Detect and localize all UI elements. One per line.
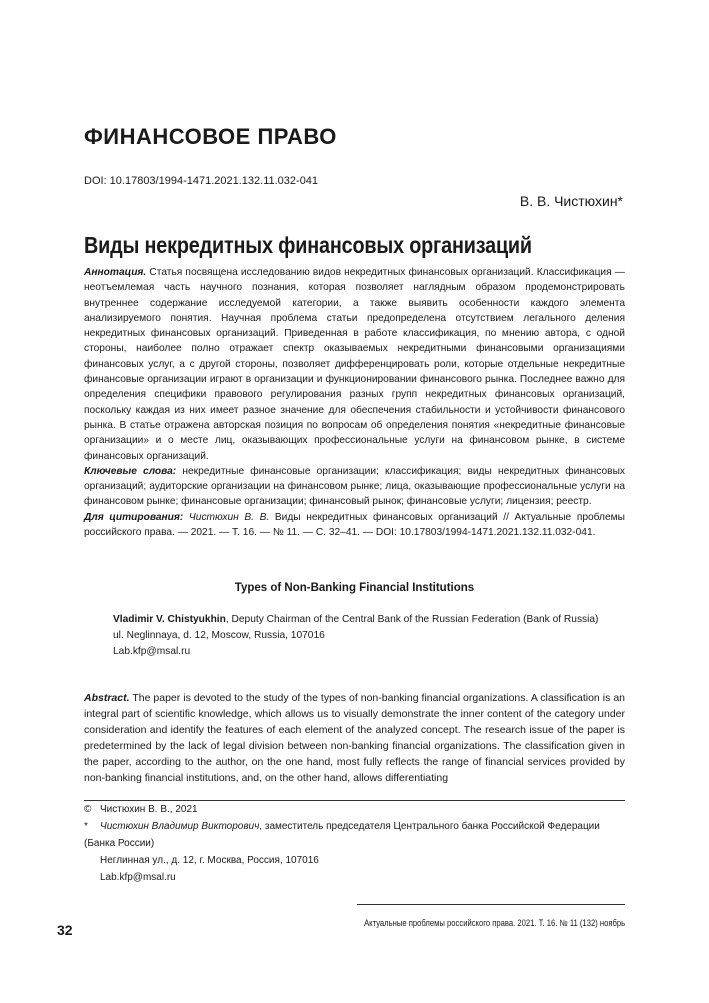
author-footnote bbox=[84, 818, 625, 852]
copyright-mark: © bbox=[84, 804, 92, 815]
english-abstract-label: Abstract. bbox=[84, 692, 130, 704]
footnotes bbox=[84, 801, 625, 886]
abstract-en bbox=[84, 690, 625, 787]
english-title: Types of Non-Banking Financial Institutions bbox=[234, 582, 475, 594]
english-author-info bbox=[113, 612, 603, 660]
citation-text: Виды некредитных финансовых организаций // Актуальные проблемы российского права. — 2021. — Т. 16. — № 11. — С. 32–41. — DOI: 10.17803/1994-1471.2021.132.11.032-041. bbox=[84, 511, 625, 539]
doi-line[interactable]: DOI: 10.17803/1994-1471.2021.132.11.032-041 bbox=[84, 175, 319, 187]
english-author-line bbox=[113, 612, 603, 628]
english-abstract-text: The paper is devoted to the study of the types of non-banking financial organizations. A classification is an integral part of scientific knowledge, which allows us to visually demonstrate the inner content of the category under consideration and identify the features of each element of the analyzed concept. The research issue of the paper is predetermined by the lack of legal division between non-banking financial organizations. The classification given in the paper, according to the author, on the one hand, most fully reflects the range of financial services provided by non-banking financial institutions, and, on the other hand, allows differentiating bbox=[84, 692, 625, 785]
citation-author: Чистюхин В. В. bbox=[188, 511, 270, 523]
keywords-text: некредитные финансовые организации; классификация; виды некредитных финансовых организаций; аудиторские организации на финансовом рынке; лица, оказывающие профессиональные услуги на финансовом рынке; финансовые организации; финансовый рынок; финансовые услуги; лицензия; реестр. bbox=[84, 465, 625, 508]
english-address: ul. Neglinnaya, d. 12, Moscow, Russia, 107016 bbox=[113, 630, 325, 641]
author-name: В. В. Чистюхин* bbox=[519, 193, 623, 209]
footer-divider bbox=[357, 904, 625, 905]
page-number: 32 bbox=[57, 922, 73, 938]
citation-label: Для цитирования: bbox=[84, 511, 184, 523]
footnote-address: Неглинная ул., д. 12, г. Москва, Россия, 107016 bbox=[100, 855, 319, 866]
footnote-star: * bbox=[84, 821, 88, 832]
abstract-ru bbox=[84, 265, 625, 540]
article-title: Виды некредитных финансовых организаций bbox=[84, 232, 532, 258]
keywords-paragraph bbox=[84, 464, 625, 510]
footnote-role: , заместитель председателя Центрального банка Российской Федерации (Банка России) bbox=[84, 821, 600, 849]
footnote-email[interactable]: Lab.kfp@msal.ru bbox=[100, 872, 176, 883]
annotation-text: Статья посвящена исследованию видов некредитных финансовых организаций. Классификация — неотъемлемая часть научного познания, которая позволяет наглядным образом продемонстрировать внутреннее содержание исследуемой категории, а также выявить особенности каждого элемента анализируемого понятия. Научная проблема статьи предопределена отсутствием легального деления некредитных финансовых организаций. Приведенная в работе классификация, по мнению автора, с одной стороны, наиболее полно отражает спектр оказываемых некредитными финансовыми организациями финансовых услуг, а с другой стороны, позволяет дифференцировать роли, которые отдельные некредитные финансовые организации играют в организации и функционировании финансового рынка. Последнее важно для определения специфики правового регулирования разных групп некредитных финансовых организаций, поскольку каждая из них имеет разное значение для обеспечения стабильности и устойчивости финансового рынка. В статье отражена авторская позиция по вопросам об определения понятия «некредитные финансовые организации» и о месте лиц, оказывающих профессиональные услуги на финансовом рынке, в системе финансовых организаций. bbox=[84, 267, 625, 462]
english-author-role: , Deputy Chairman of the Central Bank of the Russian Federation (Bank of Russia) bbox=[225, 614, 599, 625]
citation-paragraph bbox=[84, 510, 625, 541]
journal-footer: Актуальные проблемы российского права. 2021. Т. 16. № 11 (132) ноябрь bbox=[363, 918, 625, 928]
section-heading: ФИНАНСОВОЕ ПРАВО bbox=[84, 124, 337, 149]
english-email[interactable]: Lab.kfp@msal.ru bbox=[113, 646, 191, 657]
annotation-label: Аннотация. bbox=[84, 267, 147, 278]
copyright-text: Чистюхин В. В., 2021 bbox=[100, 804, 198, 815]
annotation-paragraph bbox=[84, 265, 625, 464]
keywords-label: Ключевые слова: bbox=[84, 465, 177, 477]
english-author-name: Vladimir V. Chistyukhin bbox=[113, 614, 226, 625]
footnote-person: Чистюхин Владимир Викторович bbox=[100, 821, 260, 832]
copyright-line bbox=[84, 801, 625, 818]
